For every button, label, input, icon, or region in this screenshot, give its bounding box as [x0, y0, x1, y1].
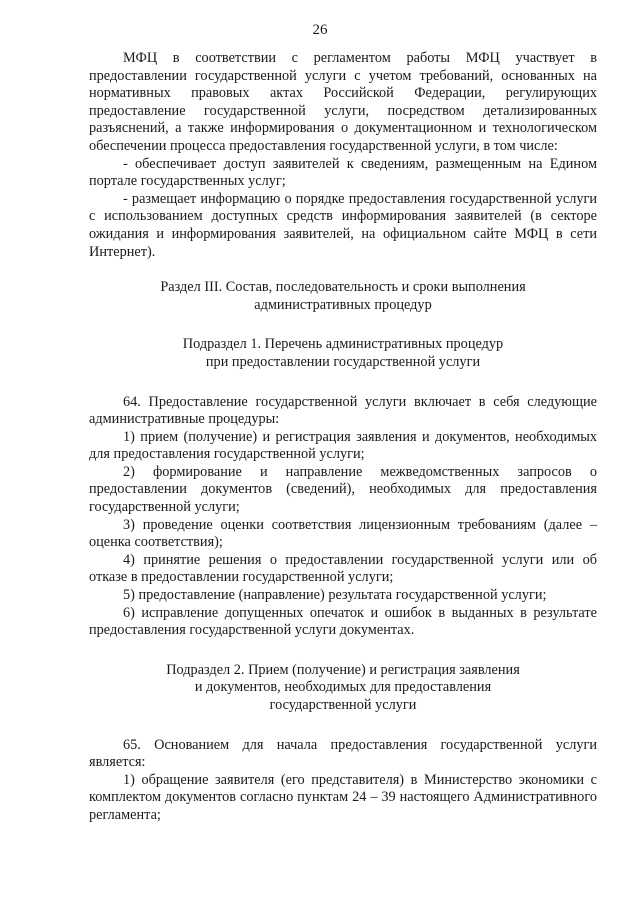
list-item-4: 4) принятие решения о предоставлении государственной услуги или об отказе в предоставлении государственной услуги; [89, 551, 597, 586]
list-item-65-1: 1) обращение заявителя (его представителя) в Министерство экономики с комплектом документов согласно пунктам 24 – 39 настоящего Административного регламента; [89, 771, 597, 823]
section-heading-line-1: Раздел III. Состав, последовательность и сроки выполнения [160, 279, 526, 296]
paragraph-bullet-access: - обеспечивает доступ заявителей к сведениям, размещенным на Едином портале государственных услуг; [89, 155, 597, 190]
subsection-2-heading-line-3: государственной услуги [269, 697, 417, 713]
paragraph-65: 65. Основанием для начала предоставления государственной услуги является: [89, 736, 597, 771]
paragraph-bullet-posting: - размещает информацию о порядке предоставления государственной услуги с использованием доступных средств информирования заявителей (в секторе ожидания и информирования заявителей, на официальном сайте МФЦ в сети Интернет). [89, 190, 597, 260]
list-item-3: 3) проведение оценки соответствия лицензионным требованиям (далее – оценка соответствия); [89, 516, 597, 551]
section-heading-line-2: административных процедур [254, 296, 432, 313]
subsection-2-heading-line-2: и документов, необходимых для предоставления [194, 679, 492, 696]
subsection-1-heading-line-2: при предоставлении государственной услуги [205, 353, 481, 370]
list-item-6: 6) исправление допущенных опечаток и ошибок в выданных в результате предоставления государственной услуги документах. [89, 604, 597, 639]
subsection-1-heading-line-1: Подраздел 1. Перечень административных процедур [182, 336, 504, 353]
list-item-1: 1) прием (получение) и регистрация заявления и документов, необходимых для предоставления государственной услуги; [89, 428, 597, 463]
paragraph-64: 64. Предоставление государственной услуги включает в себя следующие административные процедуры: [89, 393, 597, 428]
paragraph-mfc-intro: МФЦ в соответствии с регламентом работы МФЦ участвует в предоставлении государственной услуги с учетом требований, основанных на нормативных правовых актах Российской Федерации, регулирующих предоставление государственной услуги, посредством детализированных разъяснений, а также информирования о документационном и технологическом обеспечении процесса предоставления государственной услуги, в том числе: [89, 50, 597, 154]
page-number: 26 [312, 22, 328, 38]
list-item-2: 2) формирование и направление межведомственных запросов о предоставлении документов (сведений), необходимых для предоставления государственной услуги; [89, 463, 597, 516]
subsection-2-heading-line-1: Подраздел 2. Прием (получение) и регистрация заявления [166, 661, 520, 678]
list-item-5: 5) предоставление (направление) результата государственной услуги; [123, 587, 547, 604]
document-body [89, 50, 597, 825]
